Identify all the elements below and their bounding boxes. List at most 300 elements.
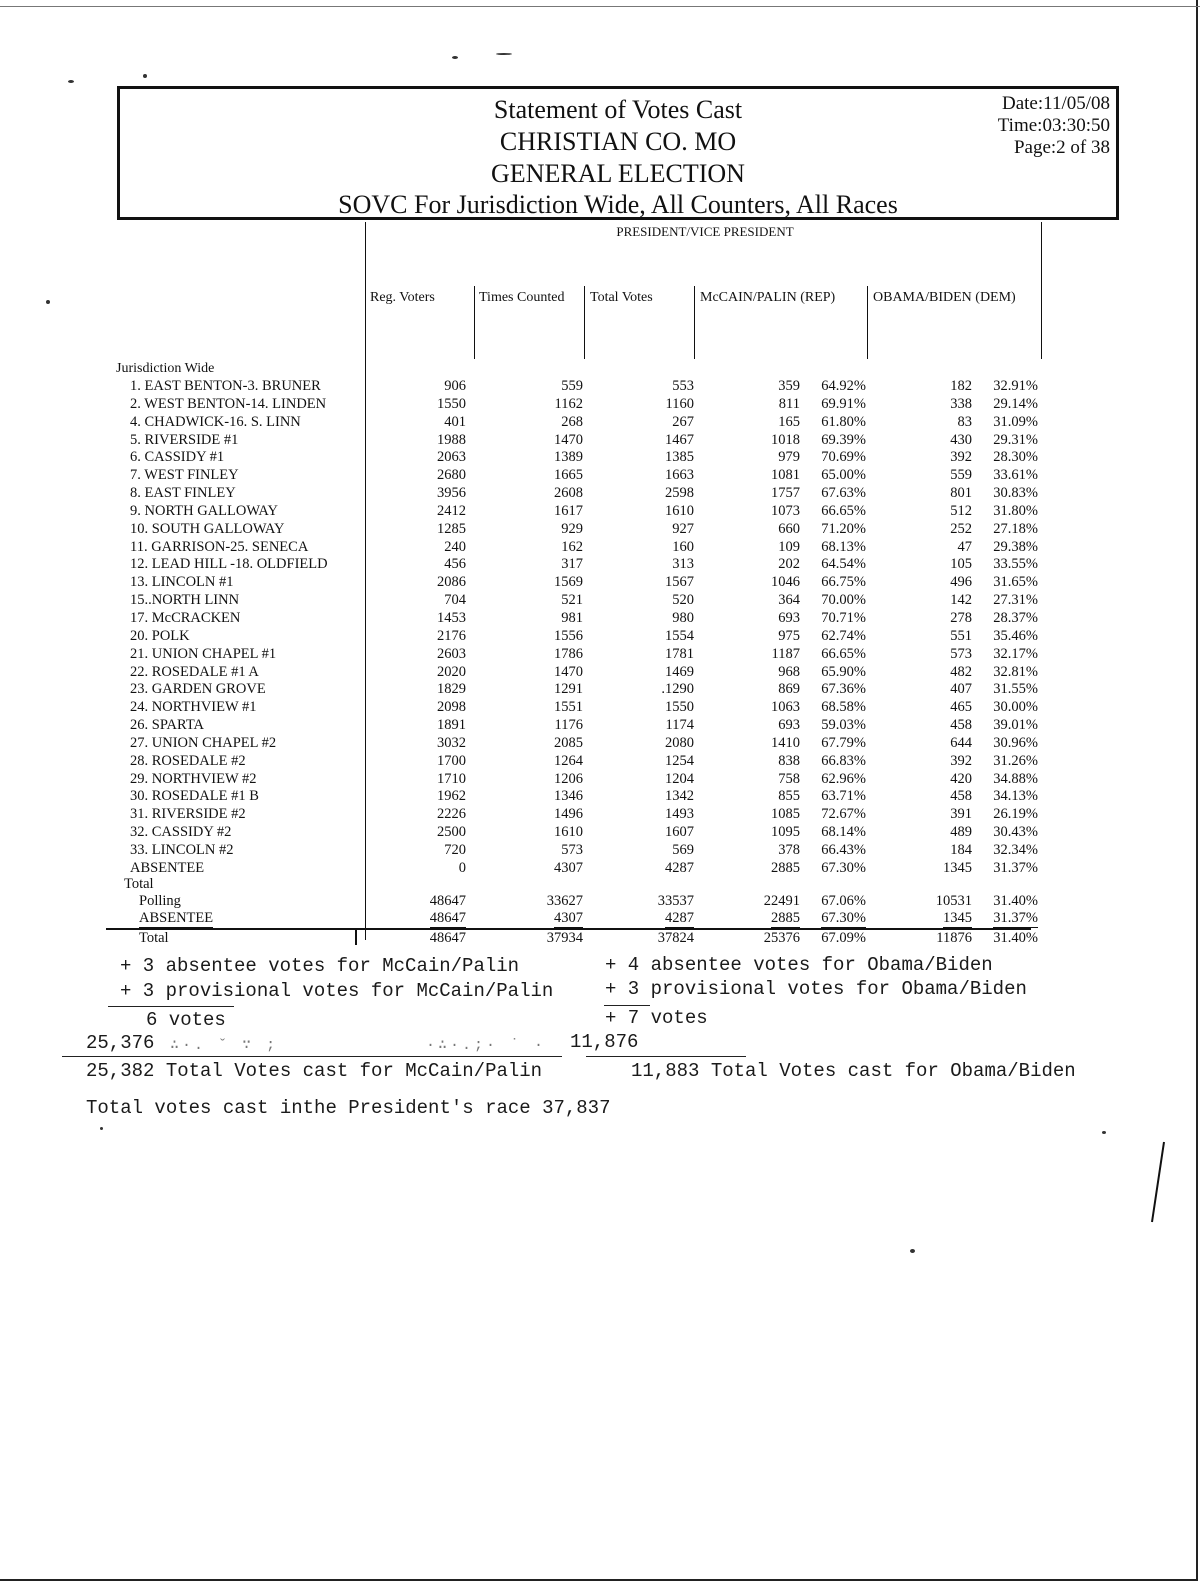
cell-obama-pct: 32.34% bbox=[993, 841, 1038, 858]
cell-obama-pct: 29.38% bbox=[993, 538, 1038, 555]
table-row bbox=[0, 860, 1100, 878]
cell-obama-pct: 30.43% bbox=[993, 824, 1038, 841]
cell-obama-pct: 31.09% bbox=[993, 413, 1038, 430]
row-name: 10. SOUTH GALLOWAY bbox=[130, 520, 285, 537]
cell-mccain-pct: 64.92% bbox=[821, 378, 866, 394]
row-name: 17. McCRACKEN bbox=[130, 609, 241, 626]
cell-reg-voters: 1829 bbox=[437, 681, 466, 698]
cell-obama-votes: 83 bbox=[957, 413, 972, 430]
cell-mccain-pct: 67.63% bbox=[821, 485, 866, 502]
row-name: 4. CHADWICK-16. S. LINN bbox=[130, 413, 301, 430]
cell-mccain-pct: 67.06% bbox=[821, 893, 866, 909]
cell-mccain-pct: 65.00% bbox=[821, 467, 866, 484]
cell-total-votes: 4287 bbox=[665, 910, 694, 926]
cell-reg-voters: 906 bbox=[444, 378, 466, 394]
cell-mccain-pct: 66.75% bbox=[821, 574, 866, 591]
cell-mccain-votes: 1073 bbox=[771, 502, 800, 519]
cell-obama-pct: 33.55% bbox=[993, 556, 1038, 573]
report-meta bbox=[998, 93, 1110, 159]
cell-obama-votes: 184 bbox=[950, 841, 972, 858]
pen-stroke bbox=[1140, 1140, 1170, 1230]
cell-total-votes: 1550 bbox=[665, 699, 694, 716]
cell-mccain-pct: 62.96% bbox=[821, 770, 866, 787]
cell-mccain-votes: 364 bbox=[778, 592, 800, 609]
cell-times-counted: 1610 bbox=[554, 824, 583, 841]
totals-label: Total bbox=[124, 876, 154, 892]
cell-mccain-votes: 1081 bbox=[771, 467, 800, 484]
row-name: 2. WEST BENTON-14. LINDEN bbox=[130, 395, 327, 412]
cell-obama-votes: 551 bbox=[950, 627, 972, 644]
cell-reg-voters: 2098 bbox=[437, 699, 466, 716]
cell-obama-pct: 26.19% bbox=[993, 806, 1038, 823]
cell-obama-votes: 512 bbox=[950, 502, 972, 519]
cell-mccain-pct: 71.20% bbox=[821, 520, 866, 537]
cell-total-votes: 1781 bbox=[665, 645, 694, 662]
table-row bbox=[0, 771, 1100, 789]
cell-mccain-votes: 1085 bbox=[771, 806, 800, 823]
row-name: 31. RIVERSIDE #2 bbox=[130, 806, 246, 823]
cell-mccain-votes: 22491 bbox=[763, 893, 800, 909]
cell-mccain-pct: 62.74% bbox=[821, 627, 866, 644]
cell-reg-voters: 2176 bbox=[437, 627, 466, 644]
cell-reg-voters: 2020 bbox=[437, 663, 466, 680]
cell-reg-voters: 2063 bbox=[437, 449, 466, 466]
note-mccain-final: 25,382 Total Votes cast for McCain/Palin bbox=[86, 1060, 543, 1082]
cell-obama-votes: 559 bbox=[950, 467, 972, 484]
cell-times-counted: 573 bbox=[561, 841, 583, 858]
cell-obama-votes: 182 bbox=[950, 378, 972, 394]
cell-obama-pct: 31.37% bbox=[993, 859, 1038, 876]
table-row bbox=[0, 556, 1100, 574]
cell-times-counted: 2085 bbox=[554, 734, 583, 751]
cell-times-counted: 1264 bbox=[554, 752, 583, 769]
table-row bbox=[0, 539, 1100, 557]
cell-times-counted: 1551 bbox=[554, 699, 583, 716]
totals-row-absentee bbox=[0, 910, 1100, 927]
note-obama-provisional: + 3 provisional votes for Obama/Biden bbox=[605, 978, 1027, 1000]
column-divider bbox=[1041, 222, 1042, 359]
cell-reg-voters: 1285 bbox=[437, 520, 466, 537]
precinct-rows bbox=[0, 378, 1100, 878]
table-row bbox=[0, 396, 1100, 414]
cell-obama-votes: 489 bbox=[950, 824, 972, 841]
cell-obama-votes: 11876 bbox=[936, 930, 972, 946]
column-header-times-counted: Times Counted bbox=[479, 290, 565, 305]
row-name: 8. EAST FINLEY bbox=[130, 485, 236, 502]
cell-times-counted: 317 bbox=[561, 556, 583, 573]
cell-obama-pct: 31.40% bbox=[993, 893, 1038, 909]
cell-total-votes: 927 bbox=[672, 520, 694, 537]
cell-mccain-votes: 811 bbox=[778, 395, 800, 412]
cell-obama-pct: 30.83% bbox=[993, 485, 1038, 502]
cell-reg-voters: 2226 bbox=[437, 806, 466, 823]
note-obama-added: + 7 votes bbox=[605, 1007, 708, 1029]
scan-speck bbox=[496, 53, 512, 55]
cell-times-counted: 33627 bbox=[546, 893, 583, 909]
cell-obama-votes: 496 bbox=[950, 574, 972, 591]
table-row bbox=[0, 574, 1100, 592]
cell-obama-pct: 39.01% bbox=[993, 717, 1038, 734]
column-header-reg-voters: Reg. Voters bbox=[370, 290, 435, 305]
row-name: 28. ROSEDALE #2 bbox=[130, 752, 246, 769]
sum-rule bbox=[108, 1006, 234, 1007]
cell-mccain-votes: 1095 bbox=[771, 824, 800, 841]
cell-mccain-pct: 66.83% bbox=[821, 752, 866, 769]
cell-mccain-votes: 1046 bbox=[771, 574, 800, 591]
cell-obama-votes: 47 bbox=[957, 538, 972, 555]
cell-reg-voters: 1710 bbox=[437, 770, 466, 787]
note-grand-total: Total votes cast inthe President's race 37,837 bbox=[86, 1097, 611, 1119]
cell-mccain-votes: 693 bbox=[778, 717, 800, 734]
cell-mccain-votes: 968 bbox=[778, 663, 800, 680]
report-header bbox=[117, 86, 1119, 220]
row-name: 24. NORTHVIEW #1 bbox=[130, 699, 257, 716]
cell-times-counted: 1206 bbox=[554, 770, 583, 787]
cell-reg-voters: 2412 bbox=[437, 502, 466, 519]
table-row bbox=[0, 449, 1100, 467]
cell-obama-pct: 31.40% bbox=[993, 930, 1038, 946]
row-name: ABSENTEE bbox=[139, 910, 214, 926]
cell-mccain-votes: 202 bbox=[778, 556, 800, 573]
cell-total-votes: .1290 bbox=[661, 681, 694, 698]
cell-mccain-votes: 378 bbox=[778, 841, 800, 858]
group-label: Jurisdiction Wide bbox=[116, 361, 215, 376]
cell-mccain-votes: 25376 bbox=[763, 930, 800, 946]
table-row bbox=[0, 646, 1100, 664]
cell-reg-voters: 3032 bbox=[437, 734, 466, 751]
cell-obama-pct: 31.37% bbox=[993, 910, 1038, 926]
note-obama-final: 11,883 Total Votes cast for Obama/Biden bbox=[631, 1060, 1076, 1082]
cell-reg-voters: 2500 bbox=[437, 824, 466, 841]
row-name: 23. GARDEN GROVE bbox=[130, 681, 266, 698]
cell-obama-votes: 105 bbox=[950, 556, 972, 573]
cell-reg-voters: 240 bbox=[444, 538, 466, 555]
cell-reg-voters: 0 bbox=[458, 859, 466, 876]
cell-obama-pct: 31.65% bbox=[993, 574, 1038, 591]
totals-rule bbox=[106, 928, 1031, 930]
cell-obama-votes: 392 bbox=[950, 752, 972, 769]
table-row bbox=[0, 699, 1100, 717]
cell-mccain-pct: 70.71% bbox=[821, 609, 866, 626]
cell-obama-votes: 420 bbox=[950, 770, 972, 787]
totals-tick bbox=[355, 929, 357, 945]
faded-smudge: ·∴·.;· ˙ · bbox=[426, 1037, 547, 1054]
cell-times-counted: 1470 bbox=[554, 663, 583, 680]
cell-mccain-pct: 69.39% bbox=[821, 431, 866, 448]
cell-reg-voters: 48647 bbox=[429, 893, 466, 909]
note-mccain-prior: 25,376 bbox=[86, 1032, 155, 1054]
scan-speck bbox=[1102, 1131, 1106, 1134]
row-name: 9. NORTH GALLOWAY bbox=[130, 502, 279, 519]
cell-total-votes: 980 bbox=[672, 609, 694, 626]
table-row bbox=[0, 664, 1100, 682]
cell-obama-pct: 35.46% bbox=[993, 627, 1038, 644]
cell-total-votes: 33537 bbox=[657, 893, 694, 909]
cell-mccain-votes: 1187 bbox=[771, 645, 800, 662]
cell-mccain-pct: 61.80% bbox=[821, 413, 866, 430]
row-name: ABSENTEE bbox=[130, 859, 205, 876]
table-row bbox=[0, 485, 1100, 503]
sum-rule bbox=[62, 1056, 562, 1057]
report-title: Statement of Votes Cast bbox=[493, 95, 743, 124]
cell-reg-voters: 3956 bbox=[437, 485, 466, 502]
cell-reg-voters: 1988 bbox=[437, 431, 466, 448]
cell-obama-votes: 482 bbox=[950, 663, 972, 680]
cell-obama-votes: 392 bbox=[950, 449, 972, 466]
column-header-obama: OBAMA/BIDEN (DEM) bbox=[873, 290, 1016, 305]
cell-reg-voters: 1891 bbox=[437, 717, 466, 734]
row-name: Polling bbox=[139, 893, 181, 909]
column-header-mccain: McCAIN/PALIN (REP) bbox=[700, 290, 836, 305]
report-page: Page:2 of 38 bbox=[1013, 137, 1110, 158]
cell-obama-pct: 34.13% bbox=[993, 788, 1038, 805]
faded-smudge: ∴·. ˇ ∵ ; bbox=[170, 1037, 279, 1054]
cell-reg-voters: 1962 bbox=[437, 788, 466, 805]
cell-obama-votes: 338 bbox=[950, 395, 972, 412]
cell-total-votes: 4287 bbox=[665, 859, 694, 876]
cell-mccain-votes: 979 bbox=[778, 449, 800, 466]
cell-total-votes: 267 bbox=[672, 413, 694, 430]
cell-times-counted: 1617 bbox=[554, 502, 583, 519]
cell-mccain-pct: 67.36% bbox=[821, 681, 866, 698]
cell-mccain-pct: 59.03% bbox=[821, 717, 866, 734]
cell-total-votes: 1469 bbox=[665, 663, 694, 680]
cell-obama-pct: 34.88% bbox=[993, 770, 1038, 787]
cell-mccain-pct: 67.09% bbox=[821, 930, 866, 946]
cell-obama-votes: 573 bbox=[950, 645, 972, 662]
cell-mccain-pct: 66.43% bbox=[821, 841, 866, 858]
table-row bbox=[0, 610, 1100, 628]
cell-mccain-votes: 1410 bbox=[771, 734, 800, 751]
cell-total-votes: 1663 bbox=[665, 467, 694, 484]
table-row bbox=[0, 788, 1100, 806]
cell-mccain-votes: 758 bbox=[778, 770, 800, 787]
scan-speck bbox=[46, 300, 50, 304]
cell-obama-votes: 252 bbox=[950, 520, 972, 537]
cell-obama-pct: 33.61% bbox=[993, 467, 1038, 484]
cell-times-counted: 1569 bbox=[554, 574, 583, 591]
cell-obama-votes: 801 bbox=[950, 485, 972, 502]
table-row bbox=[0, 842, 1100, 860]
cell-mccain-pct: 69.91% bbox=[821, 395, 866, 412]
cell-times-counted: 1346 bbox=[554, 788, 583, 805]
cell-obama-pct: 27.18% bbox=[993, 520, 1038, 537]
cell-total-votes: 1567 bbox=[665, 574, 694, 591]
cell-total-votes: 553 bbox=[672, 378, 694, 394]
row-name: Total bbox=[139, 930, 169, 946]
cell-mccain-pct: 67.30% bbox=[821, 910, 866, 926]
cell-mccain-pct: 64.54% bbox=[821, 556, 866, 573]
scan-speck bbox=[143, 74, 147, 78]
totals-row-polling bbox=[0, 893, 1100, 910]
cell-total-votes: 2598 bbox=[665, 485, 694, 502]
cell-times-counted: 1291 bbox=[554, 681, 583, 698]
cell-times-counted: 1470 bbox=[554, 431, 583, 448]
table-row bbox=[0, 735, 1100, 753]
note-mccain-absentee: + 3 absentee votes for McCain/Palin bbox=[120, 955, 520, 977]
cell-total-votes: 1607 bbox=[665, 824, 694, 841]
cell-mccain-votes: 165 bbox=[778, 413, 800, 430]
row-name: 30. ROSEDALE #1 B bbox=[130, 788, 259, 805]
cell-times-counted: 1786 bbox=[554, 645, 583, 662]
note-obama-absentee: + 4 absentee votes for Obama/Biden bbox=[605, 954, 993, 976]
sum-rule bbox=[604, 1005, 650, 1006]
cell-obama-pct: 29.31% bbox=[993, 431, 1038, 448]
section-title: PRESIDENT/VICE PRESIDENT bbox=[616, 224, 794, 239]
table-row bbox=[0, 503, 1100, 521]
table-row bbox=[0, 378, 1100, 396]
row-name: 12. LEAD HILL -18. OLDFIELD bbox=[130, 556, 328, 573]
column-divider bbox=[694, 286, 695, 359]
column-header-total-votes: Total Votes bbox=[590, 290, 653, 305]
table-row bbox=[0, 717, 1100, 735]
cell-obama-votes: 142 bbox=[950, 592, 972, 609]
cell-total-votes: 1493 bbox=[665, 806, 694, 823]
scan-speck bbox=[910, 1249, 915, 1253]
row-name: 26. SPARTA bbox=[130, 717, 204, 734]
cell-obama-pct: 30.00% bbox=[993, 699, 1038, 716]
row-name: 6. CASSIDY #1 bbox=[130, 449, 225, 466]
table-row bbox=[0, 467, 1100, 485]
row-name: 21. UNION CHAPEL #1 bbox=[130, 645, 277, 662]
cell-reg-voters: 456 bbox=[444, 556, 466, 573]
cell-mccain-votes: 693 bbox=[778, 609, 800, 626]
cell-times-counted: 1162 bbox=[554, 395, 583, 412]
note-mccain-provisional: + 3 provisional votes for McCain/Palin bbox=[120, 980, 554, 1002]
cell-reg-voters: 401 bbox=[444, 413, 466, 430]
cell-obama-pct: 27.31% bbox=[993, 592, 1038, 609]
report-date: Date:11/05/08 bbox=[1002, 93, 1110, 114]
cell-mccain-pct: 66.65% bbox=[821, 502, 866, 519]
cell-times-counted: 4307 bbox=[554, 859, 583, 876]
cell-mccain-votes: 1757 bbox=[771, 485, 800, 502]
cell-times-counted: 1556 bbox=[554, 627, 583, 644]
table-row bbox=[0, 432, 1100, 450]
cell-reg-voters: 704 bbox=[444, 592, 466, 609]
cell-total-votes: 2080 bbox=[665, 734, 694, 751]
table-row bbox=[0, 824, 1100, 842]
cell-reg-voters: 1453 bbox=[437, 609, 466, 626]
cell-reg-voters: 1700 bbox=[437, 752, 466, 769]
cell-mccain-pct: 63.71% bbox=[821, 788, 866, 805]
cell-times-counted: 162 bbox=[561, 538, 583, 555]
cell-mccain-votes: 1018 bbox=[771, 431, 800, 448]
row-name: 5. RIVERSIDE #1 bbox=[130, 431, 239, 448]
cell-total-votes: 1254 bbox=[665, 752, 694, 769]
cell-total-votes: 1467 bbox=[665, 431, 694, 448]
row-name: 32. CASSIDY #2 bbox=[130, 824, 232, 841]
cell-reg-voters: 2603 bbox=[437, 645, 466, 662]
cell-mccain-pct: 68.13% bbox=[821, 538, 866, 555]
cell-mccain-pct: 66.65% bbox=[821, 645, 866, 662]
cell-obama-votes: 1345 bbox=[943, 910, 972, 926]
cell-obama-pct: 32.81% bbox=[993, 663, 1038, 680]
cell-mccain-votes: 838 bbox=[778, 752, 800, 769]
note-obama-prior: 11,876 bbox=[570, 1031, 639, 1053]
cell-total-votes: 520 bbox=[672, 592, 694, 609]
row-name: 20. POLK bbox=[130, 627, 190, 644]
report-scope: SOVC For Jurisdiction Wide, All Counters, All Races bbox=[338, 190, 898, 219]
cell-total-votes: 1174 bbox=[665, 717, 694, 734]
cell-reg-voters: 720 bbox=[444, 841, 466, 858]
scan-speck bbox=[100, 1127, 103, 1130]
cell-times-counted: 37934 bbox=[546, 930, 583, 946]
cell-total-votes: 1385 bbox=[665, 449, 694, 466]
cell-obama-pct: 32.91% bbox=[993, 378, 1038, 394]
county-name: CHRISTIAN CO. MO bbox=[499, 127, 737, 156]
row-name: 33. LINCOLN #2 bbox=[130, 841, 234, 858]
column-divider bbox=[474, 286, 475, 359]
cell-reg-voters: 48647 bbox=[429, 930, 466, 946]
row-name: 7. WEST FINLEY bbox=[130, 467, 239, 484]
cell-total-votes: 313 bbox=[672, 556, 694, 573]
table-row bbox=[0, 414, 1100, 432]
sum-rule bbox=[586, 1056, 746, 1057]
cell-total-votes: 1160 bbox=[665, 395, 694, 412]
cell-reg-voters: 48647 bbox=[429, 910, 466, 926]
cell-times-counted: 268 bbox=[561, 413, 583, 430]
cell-times-counted: 1665 bbox=[554, 467, 583, 484]
cell-obama-votes: 1345 bbox=[943, 859, 972, 876]
cell-mccain-votes: 109 bbox=[778, 538, 800, 555]
cell-times-counted: 1496 bbox=[554, 806, 583, 823]
cell-total-votes: 1554 bbox=[665, 627, 694, 644]
cell-times-counted: 981 bbox=[561, 609, 583, 626]
cell-mccain-votes: 869 bbox=[778, 681, 800, 698]
scan-speck bbox=[68, 80, 74, 83]
cell-obama-pct: 31.80% bbox=[993, 502, 1038, 519]
table-row bbox=[0, 753, 1100, 771]
column-divider bbox=[584, 286, 585, 359]
row-name: 1. EAST BENTON-3. BRUNER bbox=[130, 378, 321, 394]
row-name: 13. LINCOLN #1 bbox=[130, 574, 234, 591]
cell-mccain-pct: 72.67% bbox=[821, 806, 866, 823]
cell-obama-pct: 31.55% bbox=[993, 681, 1038, 698]
cell-obama-votes: 430 bbox=[950, 431, 972, 448]
cell-times-counted: 2608 bbox=[554, 485, 583, 502]
cell-mccain-pct: 70.00% bbox=[821, 592, 866, 609]
cell-mccain-votes: 975 bbox=[778, 627, 800, 644]
cell-obama-votes: 458 bbox=[950, 717, 972, 734]
scan-speck bbox=[452, 56, 458, 59]
cell-mccain-pct: 68.58% bbox=[821, 699, 866, 716]
cell-mccain-votes: 2885 bbox=[771, 859, 800, 876]
cell-mccain-pct: 65.90% bbox=[821, 663, 866, 680]
cell-obama-pct: 31.26% bbox=[993, 752, 1038, 769]
cell-total-votes: 1342 bbox=[665, 788, 694, 805]
cell-mccain-pct: 70.69% bbox=[821, 449, 866, 466]
table-row bbox=[0, 681, 1100, 699]
cell-obama-pct: 32.17% bbox=[993, 645, 1038, 662]
cell-obama-pct: 29.14% bbox=[993, 395, 1038, 412]
table-row bbox=[0, 592, 1100, 610]
scan-top-rule bbox=[0, 6, 1200, 7]
cell-total-votes: 569 bbox=[672, 841, 694, 858]
report-time: Time:03:30:50 bbox=[997, 115, 1110, 136]
cell-reg-voters: 1550 bbox=[437, 395, 466, 412]
cell-obama-pct: 30.96% bbox=[993, 734, 1038, 751]
cell-obama-votes: 644 bbox=[950, 734, 972, 751]
cell-total-votes: 37824 bbox=[657, 930, 694, 946]
note-mccain-added: 6 votes bbox=[146, 1009, 226, 1031]
cell-obama-pct: 28.37% bbox=[993, 609, 1038, 626]
cell-times-counted: 929 bbox=[561, 520, 583, 537]
cell-times-counted: 559 bbox=[561, 378, 583, 394]
cell-mccain-pct: 67.79% bbox=[821, 734, 866, 751]
election-name: GENERAL ELECTION bbox=[491, 159, 745, 188]
cell-times-counted: 1389 bbox=[554, 449, 583, 466]
cell-mccain-pct: 67.30% bbox=[821, 859, 866, 876]
